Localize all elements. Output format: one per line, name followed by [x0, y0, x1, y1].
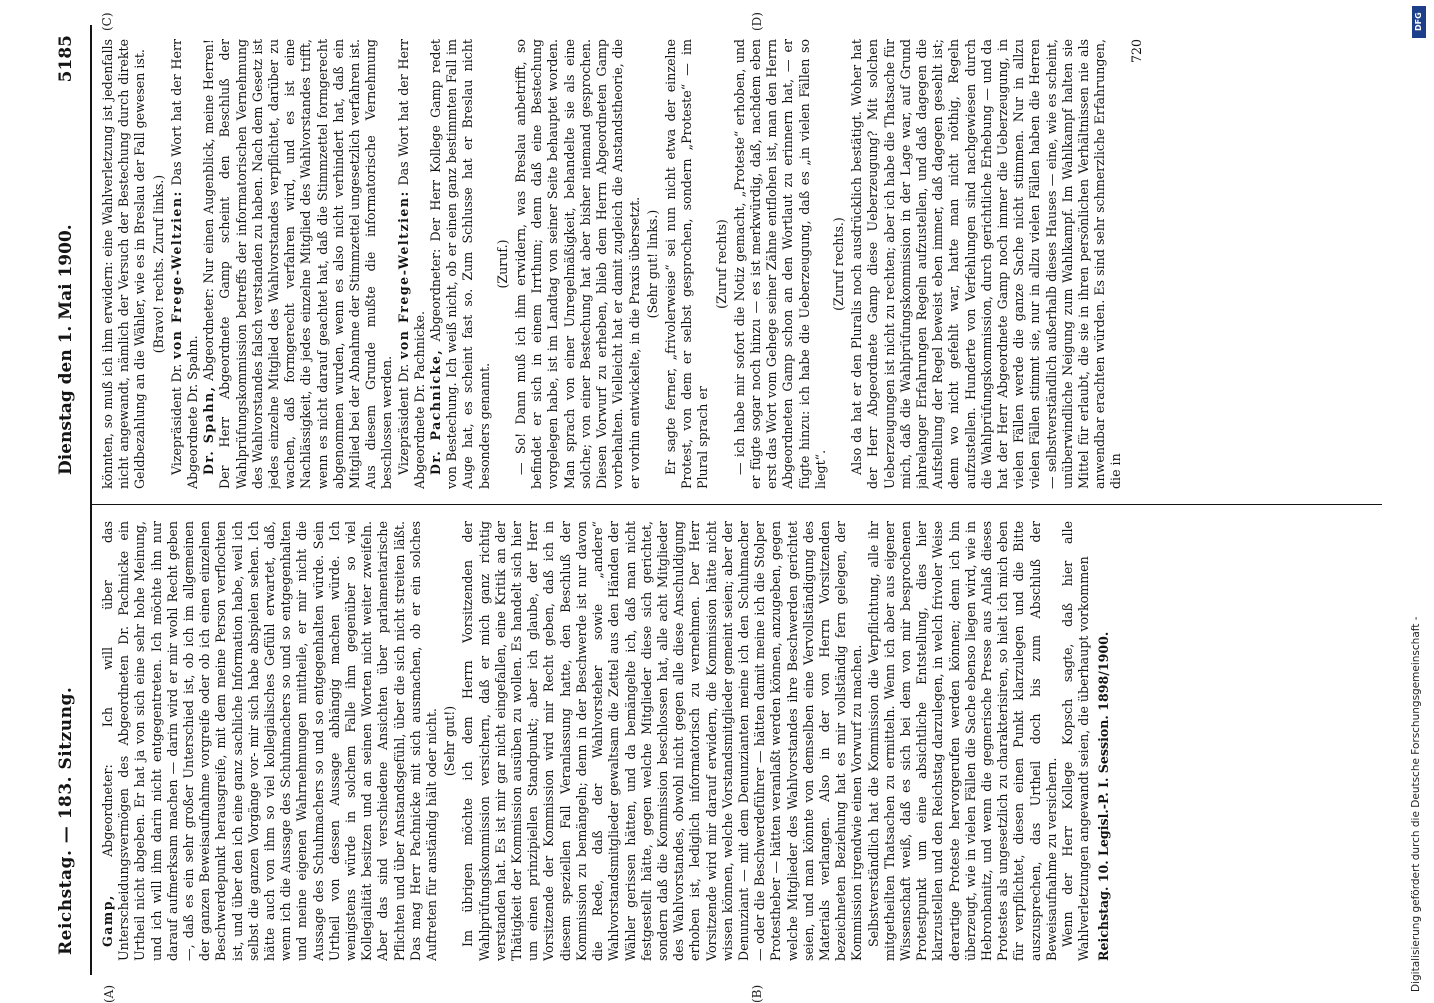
paragraph: — So! Dann muß ich ihm erwidern, was Breslau anbetrifft, so befindet er sich in einem Irrthum; denn daß eine Bestechung vorgelegen habe, ist im Landtag von seiner Seite behauptet worden. Man sprach von einer Unregelmäßigkeit, behandelte sie als eine solche; von einer Bestechung hat aber bisher niemand gesprochen. Diesen Vorwurf zu erheben, blieb dem Herrn Abgeordneten Gamp vorbehalten. Vielleicht hat er damit zugleich die Anstandstheorie, die er vorhin entwickelte, in die Praxis übersetzt. [513, 39, 642, 489]
paragraph [169, 39, 201, 489]
paragraph-text: Abgeordneter: Der Herr Kollege Gamp redet von Bestechung. Ich weiß nicht, ob er einen ganz bestimmten Fall im Auge hat, es scheint fast so. Zum Schlusse hat er Breslau nicht besonders genannt. [428, 39, 492, 489]
page-header [50, 25, 92, 975]
speaker-name: von Frege-Weltzien: [168, 190, 184, 359]
paragraph: — ich habe mir sofort die Notiz gemacht, „Proteste“ erhoben, und er fügte sogar noch hinzu — es ist merkwürdig, daß, nachdem eben erst das Wort vom Gehege seiner Zähne entflohen ist, man den Herrn Abgeordneten Gamp schon an den Wortlaut zu erinnern hat, — er fügte hinzu: ich habe die Ueberzeugung, daß es „in vielen Fällen so liegt“. [731, 39, 828, 489]
paragraph [100, 521, 440, 961]
speaker-name: Gamp, [100, 894, 115, 947]
speaker-name: Dr. Pachnicke, [428, 348, 444, 475]
interjection: (Zuruf rechts) [713, 219, 729, 309]
paragraph-text: Das Wort hat der Herr Abgeordnete Dr. Spahn. [168, 39, 201, 489]
interjection: (Sehr gut!) [442, 705, 458, 777]
right-column [100, 39, 1375, 489]
paragraph-lead: Vizepräsident Dr. [395, 359, 411, 475]
left-column [100, 521, 1375, 961]
footer-session-info: Reichstag. 10. Legisl.-P. I. Session. 1898/1900. [1096, 631, 1112, 961]
paragraph: Er sagte ferner, „frivolerweise“ sei nun nicht etwa der einzelne Protest, von dem er selbst gesprochen, sondern „Proteste“ — im Plural sprach er [662, 39, 711, 489]
paragraph-text: Abgeordneter: Nur einen Augenblick, meine Herren! Der Herr Abgeordnete Gamp scheint den Beschluß der Wahlprüfungskommission betreffs der informatorischen Vernehmung des Wahlvorstandes falsch verstanden zu haben. Nach dem Gesetz ist jedes einzelne Mitglied des Wahlvorstandes verpflichtet, darüber zu wachen, daß formgerecht verfahren wird, und es ist eine Nachlässigkeit, die jedes einzelne Mitglied des Wahlvorstandes trifft, wenn es nicht darauf geachtet hat, daß die Stimmzettel formgerecht abgenommen wurden, wenn es also nicht verhindert hat, daß ein Mitglied bei der Abnahme der Stimmzettel ungesetzlich verfahren ist. Aus diesem Grunde mußte die informatorische Vernehmung beschlossen werden. [201, 39, 395, 489]
paragraph: könnten, so muß ich ihm erwidern: eine Wahlverletzung ist jedenfalls nicht angewandt, nämlich der Versuch der Bestechung durch direkte Geldbezahlung an die Wähler, wie es in Breslau der Fall gewesen ist. [100, 39, 148, 489]
paragraph: Selbstverständlich hat die Kommission die Verpflichtung, alle ihr mitgetheilten Thatsachen zu ermitteln. Wenn ich aber aus eigener Wissenschaft weiß, daß es sich bei dem von mir besprochenen Protestpunkt um eine absichtliche Entstellung, dies hier klarzustellen und den Reichstag darzulegen, in welch frivoler Weise derartige Proteste hervorgerufen werden können; denn ich bin überzeugt, wie in vielen Fällen die Sache ebenso liegen wird, wie in Hebronbanitz, und wenn die gegnerische Presse aus Anlaß dieses Protestes als ungesetzlich zu charakterisiren, so hielt ich mich eben für verpflichtet, diesen einen Punkt klarzulegen und die Bitte auszusprechen, das Urtheil doch bis zum Abschluß der Beweisaufnahme zu versichern. [865, 521, 1059, 961]
column-divider [92, 504, 1382, 505]
paragraph: Im übrigen möchte ich dem Herrn Vorsitzenden der Wahlprüfungskommission versichern, daß er mich ganz richtig verstanden hat. Es ist mir gar nicht eingefallen, eine Kritik an der Thätigkeit der Kommission ausüben zu wollen. Es handelt sich hier um einen prinzipiellen Standpunkt; aber ich glaube, der Herr Vorsitzende der Kommission wird mir Recht geben, daß ich in diesem speziellen Fall Veranlassung hatte, den Beschluß der Kommission zu bemängeln; denn in der Beschwerde ist nur davon die Rede, daß der Wahlvorsteher sowie „andere“ Wahlvorstandsmitglieder gewaltsam die Zettel aus den Händen der Wähler gerissen hätten, und da bemängelte ich, daß man nicht festgestellt hätte, gegen welche Mitglieder diese sich gerichtet, sondern daß die Kommission beschlossen hat, alle acht Mitglieder des Wahlvorstandes, obwohl nicht gegen alle diese Anschuldigung erhoben ist, lediglich informatorisch zu vernehmen. Der Herr Vorsitzende wird mir darauf erwidern, die Kommission hätte nicht wissen können, welche Vorstandsmitglieder gemeint seien; aber der Denunziant — mit dem Denunzianten meine ich den Schuhmacher — oder die Beschwerdeführer — hätten damit meine ich die Stolper Protestheber — hätten veranlaßt werden können, anzugeben, gegen welche Mitglieder des Wahlvorstandes ihre Beschwerden gerichtet seien, und man könnte von demselben eine Vervollständigung des Materials verlangen. Also in der von Herrn Vorsitzenden bezeichneten Beziehung hat es mir vollständig fern gelegen, der Kommission irgendwie einen Vorwurf zu machen. [460, 521, 865, 961]
digitization-credit [1404, 0, 1434, 1000]
credit-text: Digitalisierung gefördert durch die Deutsche Forschungsgemeinschaft - [1410, 616, 1422, 992]
paragraph [396, 39, 428, 489]
rotated-page-content [50, 12, 1384, 1003]
paragraph: Wenn der Herr Kollege Kopsch sagte, daß hier alle Wahlverletzungen angewandt seien, die überhaupt vorkommen [1059, 521, 1092, 961]
paragraph [201, 39, 395, 489]
interjection: (Sehr gut! links.) [644, 209, 660, 319]
margin-marker-d: (D) [750, 12, 764, 31]
dfg-logo-icon: DFG [1412, 6, 1426, 38]
margin-marker-c: (C) [100, 12, 114, 31]
footer-sheet-number: 720 [1128, 39, 1144, 64]
paragraph [428, 39, 493, 489]
paragraph-text: Abgeordneter: Ich will über das Unterscheidungsvermögen des Abgeordneten Dr. Pachnicke ein Urtheil nicht abgeben. Er hat ja von sich eine sehr hohe Meinung, und ich will ihm darin nicht entgegentreten. Ich möchte ihn nur darauf aufmerksam machen — darin wird er mir wohl Recht geben —, daß es ein sehr großer Unterschied ist, ob ich im allgemeinen der ganzen Beweisaufnahme vorgreife oder ob ich einen einzelnen Beschwerdepunkt herausgreife, mit dem meine Person verflochten ist, und über den ich eine ganz sachliche Information habe, weil ich selbst die ganzen Vorgänge vor- mir sich habe abspielen sehen. Ich hätte auch von ihm so viel kollegialisches Gefühl erwartet, daß, wenn ich die Aussage des Schuhmachers so und so entgegenhalten und meine eigenen Wahrnehmungen mittheile, er mir nicht die Aussage des Schuhmachers so und so entgegenhalten würde. Sein Urtheil von dessen Aussage abhängig machen würde. Ich wenigstens würde in solchem Falle ihm gegenüber so viel Kollegialität besitzen und an seinen Worten nicht weiter zweifeln. Aber das sind verschiedene Ansichten über parlamentarische Pflichten und über Anstandsgefühl, über die sich nicht streiten läßt. Das mag Herr Pachnicke mit sich ausmachen, ob er ein solches Auftreten für anständig hält oder nicht. [100, 521, 440, 961]
margin-marker-b: (B) [750, 984, 764, 1003]
interjection: (Zuruf.) [494, 239, 510, 289]
paragraph-text: Das Wort hat der Herr Abgeordnete Dr. Pachnicke. [395, 39, 427, 489]
speaker-name: von Frege-Weltzien: [395, 190, 411, 359]
margin-marker-a: (A) [102, 984, 116, 1003]
page-number: 5185 [56, 35, 76, 83]
paragraph-lead: Vizepräsident Dr. [168, 359, 184, 475]
interjection: (Zuruf rechts.) [830, 217, 846, 311]
header-right-title: Dienstag den 1. Mai 1900. [56, 224, 76, 475]
header-left-title: Reichstag. — 183. Sitzung. [56, 686, 76, 955]
paragraph: Also da hat er den Pluralis noch ausdrücklich bestätigt. Woher hat der Herr Abgeordnete Gamp diese Ueberzeugung? Mit solchen Ueberzeugungen ist nicht zu rechten; aber ich habe die Thatsache für mich, daß die Wahlprüfungskommission in der Lage war, auf Grund jahrelanger Erfahrungen Regeln aufzustellen, und daß dagegen die Aufstellung der Regel beweist eben immer, daß dagegen gesehlt ist; denn wo nicht gefehlt war, hatte man nicht nöthig, Regeln aufzustellen. Hunderte von Verfehlungen sind nachgewiesen durch die Wahlprüfungskommission, durch gerichtliche Erhebung — und da hat der Herr Abgeordnete Gamp noch immer die Ueberzeugung, in vielen Fällen werde die ganze Sache nicht stimmen. Nur in allzu vielen Fällen stimmt sie, nur in allzu vielen Fällen haben die Herren — selbstverständlich außerhalb dieses Hauses — eine, wie es scheint, unüberwindliche Neigung zum Wahlkampf. Im Wahlkampf halten sie Mittel für erlaubt, die sie in ihren persönlichen Verhältnissen nie als anwendbar erachten würden. Es sind sehr schmerzliche Erfahrungen, die in [849, 39, 1124, 489]
speaker-name: Dr. Spahn, [201, 385, 217, 475]
interjection: (Bravo! rechts. Zuruf links.) [150, 174, 166, 354]
